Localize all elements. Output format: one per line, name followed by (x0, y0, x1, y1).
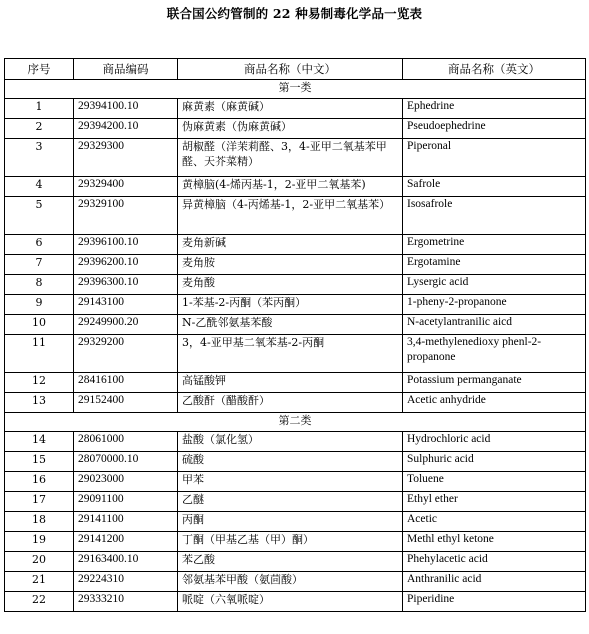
cell-name-en: Ergotamine (403, 255, 586, 275)
cell-name-zh: 甲苯 (178, 472, 403, 492)
header-row (5, 59, 586, 80)
table-row (5, 335, 586, 373)
precursor-chemicals-table (4, 58, 586, 612)
cell-name-en: Methl ethyl ketone (403, 532, 586, 552)
cell-no: 9 (5, 295, 74, 315)
cell-no: 10 (5, 315, 74, 335)
section-label: 第二类 (5, 413, 586, 432)
header-no: 序号 (5, 59, 74, 80)
cell-name-en: Hydrochloric acid (403, 432, 586, 452)
cell-name-en: Pseudoephedrine (403, 119, 586, 139)
cell-name-zh: 伪麻黄素（伪麻黄碱） (178, 119, 403, 139)
cell-no: 18 (5, 512, 74, 532)
cell-code: 29394200.10 (74, 119, 178, 139)
cell-code: 28061000 (74, 432, 178, 452)
cell-name-zh: 盐酸（氯化氢） (178, 432, 403, 452)
cell-code: 29143100 (74, 295, 178, 315)
cell-code: 28070000.10 (74, 452, 178, 472)
cell-name-en: 3,4-methylenedioxy phenl-2-propanone (403, 335, 586, 373)
cell-code: 29329300 (74, 139, 178, 177)
table-row (5, 472, 586, 492)
cell-no: 1 (5, 99, 74, 119)
cell-name-en: Toluene (403, 472, 586, 492)
cell-name-en: Anthranilic acid (403, 572, 586, 592)
cell-no: 5 (5, 197, 74, 235)
cell-code: 29091100 (74, 492, 178, 512)
cell-no: 21 (5, 572, 74, 592)
cell-code: 29141200 (74, 532, 178, 552)
cell-name-en: Phehylacetic acid (403, 552, 586, 572)
table-row (5, 255, 586, 275)
cell-code: 29396300.10 (74, 275, 178, 295)
cell-name-en: Acetic anhydride (403, 393, 586, 413)
cell-no: 3 (5, 139, 74, 177)
table-row (5, 492, 586, 512)
cell-code: 29329200 (74, 335, 178, 373)
cell-name-en: Potassium permanganate (403, 373, 586, 393)
table-row (5, 532, 586, 552)
cell-code: 29224310 (74, 572, 178, 592)
cell-code: 29023000 (74, 472, 178, 492)
section-label: 第一类 (5, 80, 586, 99)
cell-name-en: 1-pheny-2-propanone (403, 295, 586, 315)
cell-name-zh: 高锰酸钾 (178, 373, 403, 393)
cell-no: 8 (5, 275, 74, 295)
cell-name-en: Ergometrine (403, 235, 586, 255)
table-row (5, 275, 586, 295)
cell-name-zh: 丙酮 (178, 512, 403, 532)
cell-name-zh: 乙酸酐（醋酸酐） (178, 393, 403, 413)
document-title: 联合国公约管制的 22 种易制毒化学品一览表 (166, 6, 423, 21)
cell-no: 15 (5, 452, 74, 472)
cell-name-en: Sulphuric acid (403, 452, 586, 472)
cell-name-zh: 邻氨基苯甲酸（氨茴酸） (178, 572, 403, 592)
table-row (5, 99, 586, 119)
cell-name-zh: 麦角新碱 (178, 235, 403, 255)
cell-code: 29249900.20 (74, 315, 178, 335)
cell-name-zh: N-乙酰邻氨基苯酸 (178, 315, 403, 335)
cell-name-zh: 丁酮（甲基乙基（甲）酮） (178, 532, 403, 552)
table-row (5, 572, 586, 592)
cell-no: 16 (5, 472, 74, 492)
cell-name-en: Lysergic acid (403, 275, 586, 295)
cell-name-en: Piperidine (403, 592, 586, 612)
cell-code: 29394100.10 (74, 99, 178, 119)
cell-no: 7 (5, 255, 74, 275)
cell-no: 6 (5, 235, 74, 255)
table-row (5, 393, 586, 413)
header-code: 商品编码 (74, 59, 178, 80)
cell-name-zh: 硫酸 (178, 452, 403, 472)
table-row (5, 452, 586, 472)
cell-name-en: N-acetylantranilic aicd (403, 315, 586, 335)
table-row (5, 432, 586, 452)
cell-name-en: Ethyl ether (403, 492, 586, 512)
cell-name-en: Acetic (403, 512, 586, 532)
cell-name-zh: 乙醚 (178, 492, 403, 512)
table-row (5, 592, 586, 612)
table-row (5, 315, 586, 335)
section-row (5, 413, 586, 432)
table-row (5, 512, 586, 532)
table-row (5, 373, 586, 393)
cell-no: 19 (5, 532, 74, 552)
cell-code: 29329400 (74, 177, 178, 197)
table-row (5, 197, 586, 235)
cell-no: 14 (5, 432, 74, 452)
cell-name-zh: 麦角胺 (178, 255, 403, 275)
table-row (5, 177, 586, 197)
cell-name-zh: 麦角酸 (178, 275, 403, 295)
header-name-en: 商品名称（英文） (403, 59, 586, 80)
cell-code: 29141100 (74, 512, 178, 532)
cell-name-en: Piperonal (403, 139, 586, 177)
table-row (5, 552, 586, 572)
table-row (5, 119, 586, 139)
cell-no: 20 (5, 552, 74, 572)
cell-no: 12 (5, 373, 74, 393)
cell-code: 29333210 (74, 592, 178, 612)
cell-name-zh: 1-苯基-2-丙酮（苯丙酮） (178, 295, 403, 315)
cell-name-en: Isosafrole (403, 197, 586, 235)
cell-code: 29396100.10 (74, 235, 178, 255)
table-row (5, 235, 586, 255)
cell-name-zh: 胡椒醛（洋茉莉醛、3，4-亚甲二氧基苯甲醛、天芥菜精） (178, 139, 403, 177)
header-name-zh: 商品名称（中文） (178, 59, 403, 80)
cell-no: 17 (5, 492, 74, 512)
table-row (5, 295, 586, 315)
cell-name-zh: 麻黄素（麻黄碱） (178, 99, 403, 119)
table-body (5, 80, 586, 612)
cell-no: 13 (5, 393, 74, 413)
cell-name-en: Safrole (403, 177, 586, 197)
cell-code: 28416100 (74, 373, 178, 393)
section-row (5, 80, 586, 99)
cell-no: 2 (5, 119, 74, 139)
cell-code: 29152400 (74, 393, 178, 413)
cell-no: 4 (5, 177, 74, 197)
cell-name-zh: 哌啶（六氧哌啶） (178, 592, 403, 612)
cell-name-zh: 苯乙酸 (178, 552, 403, 572)
cell-name-zh: 异黄樟脑（4-丙烯基-1，2-亚甲二氧基苯） (178, 197, 403, 235)
cell-code: 29163400.10 (74, 552, 178, 572)
table-row (5, 139, 586, 177)
cell-code: 29329100 (74, 197, 178, 235)
cell-no: 11 (5, 335, 74, 373)
cell-name-zh: 黄樟脑(4-烯丙基-1，2-亚甲二氧基苯) (178, 177, 403, 197)
cell-code: 29396200.10 (74, 255, 178, 275)
cell-name-en: Ephedrine (403, 99, 586, 119)
cell-no: 22 (5, 592, 74, 612)
cell-name-zh: 3，4-亚甲基二氧苯基-2-丙酮 (178, 335, 403, 373)
